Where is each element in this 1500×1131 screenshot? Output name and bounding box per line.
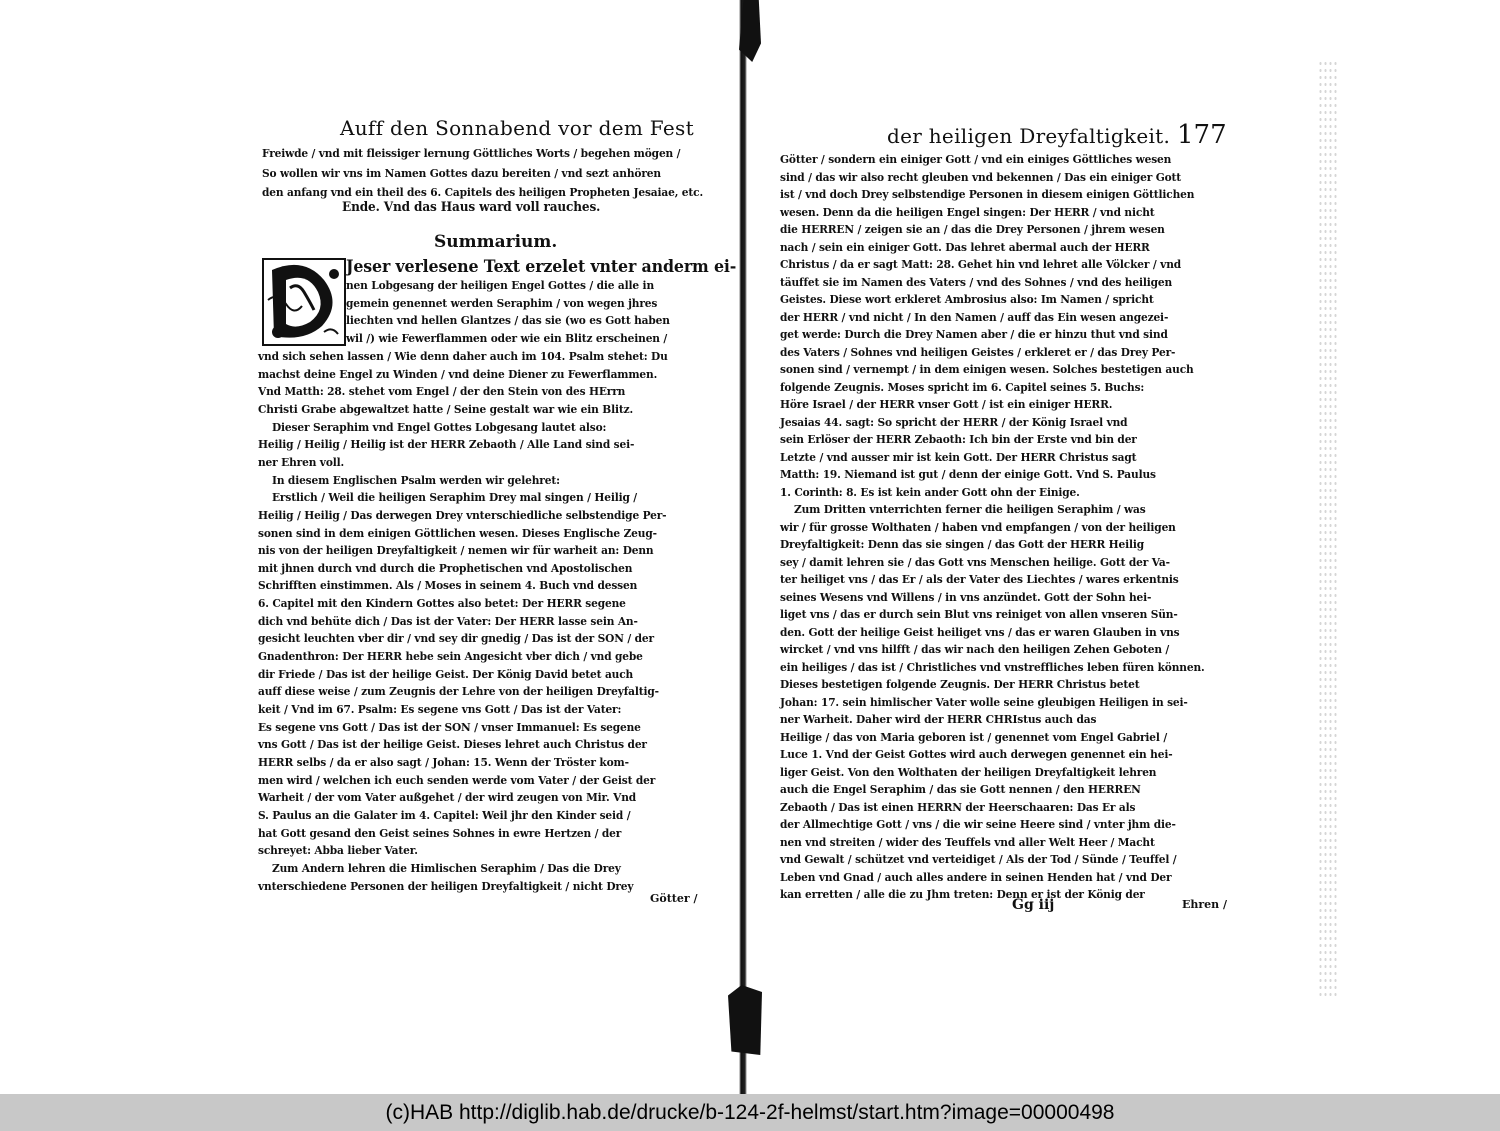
body-line: ner Ehren voll. [258,454,345,469]
body-line: vns Gott / Das ist der heilige Geist. Dieses lehret auch Christus der [258,737,647,752]
body-line: der Allmechtige Gott / vns / die wir seine Heere sind / vnter jhm die- [780,817,1176,831]
body-line: Erstlich / Weil die heiligen Seraphim Drey mal singen / Heilig / [272,490,638,505]
decorated-initial-d [262,258,346,346]
body-line: Zum Dritten vnterrichten ferner die heiligen Seraphim / was [794,502,1146,516]
summary-line: nen Lobgesang der heiligen Engel Gottes / die alle in [346,278,655,292]
body-line: folgende Zeugnis. Moses spricht im 6. Capitel seines 5. Buchs: [780,379,1145,394]
body-line: sonen sind / vernempt / in dem einigen wesen. Solches bestetigen auch [780,362,1194,376]
copyright-footer [0,1094,1500,1131]
body-line: den. Gott der heilige Geist heiliget vns / das er waren Glauben in vns [780,624,1180,639]
body-line: hat Gott gesand den Geist seines Sohnes in ewre Hertzen / der [258,825,622,840]
body-line: liger Geist. Von den Wolthaten der heiligen Dreyfaltigkeit lehren [780,764,1157,779]
body-line: Christi Grabe abgewaltzet hatte / Seine gestalt war wie ein Blitz. [258,401,634,416]
body-line: vnterschiedene Personen der heiligen Dreyfaltigkeit / nicht Drey [258,878,634,893]
body-line: Heilig / Heilig / Heilig ist der HERR Zebaoth / Alle Land sind sei- [258,437,635,452]
body-line: gesicht leuchten vber dir / vnd sey dir gnedig / Das ist der SON / der [258,631,654,646]
body-line: 1. Corinth: 8. Es ist kein ander Gott ohn der Einige. [780,484,1080,499]
body-line: Zebaoth / Das ist einen HERRN der Heerschaaren: Das Er als [780,799,1136,814]
body-line: machst deine Engel zu Winden / vnd deine Diener zu Fewerflammen. [258,366,658,381]
footer-text: (c)HAB http://diglib.hab.de/drucke/b-124-2f-helmst/start.htm?image=00000498 [385,1100,1115,1124]
body-line: nis von der heiligen Dreyfaltigkeit / nemen wir für warheit an: Denn [258,543,654,558]
summary-line: liechten vnd hellen Glantzes / das sie (wo es Gott haben [346,313,670,328]
body-line: Johan: 17. sein himlischer Vater wolle seine gleubigen Heiligen in sei- [780,694,1188,709]
body-line: schreyet: Abba lieber Vater. [258,843,418,858]
body-line: Leben vnd Gnad / auch alles andere in seinen Henden hat / vnd Der [780,869,1172,884]
body-line: Dreyfaltigkeit: Denn das sie singen / das Gott der HERR Heilig [780,537,1145,551]
initial-ornament-icon [264,260,344,344]
body-line: get werde: Durch die Drey Namen aber / die er hinzu thut vnd sind [780,327,1168,341]
body-line: Höre Israel / der HERR vnser Gott / ist ein einiger HERR. [780,397,1113,411]
body-line: ter heiliget vns / das Er / als der Vater des Liechtes / wares erkentnis [780,572,1179,586]
body-line: HERR selbs / da er also sagt / Johan: 15. Wenn der Tröster kom- [258,754,629,769]
body-line: vnd sich sehen lassen / Wie denn daher auch im 104. Psalm stehet: Du [258,349,668,363]
body-line: sein Erlöser der HERR Zebaoth: Ich bin der Erste vnd bin der [780,432,1137,446]
body-line: Jesaias 44. sagt: So spricht der HERR / der König Israel vnd [780,414,1128,429]
body-line: Christus / da er sagt Matt: 28. Gehet hin vnd lehret alle Völcker / vnd [780,257,1182,271]
body-line: sind / das wir also recht gleuben vnd bekennen / Das ein einiger Gott [780,169,1182,184]
left-page [0,0,738,1094]
intro-line: So wollen wir vns im Namen Gottes dazu bereiten / vnd sezt anhören [262,165,661,180]
body-line: Heilig / Heilig / Das derwegen Drey vnterschiedliche selbstendige Per- [258,507,667,522]
summary-line: gemein genennet werden Seraphim / von wegen jhres [346,295,658,310]
body-line: 6. Capitel mit den Kindern Gottes also betet: Der HERR segene [258,596,626,611]
body-line: Vnd Matth: 28. stehet vom Engel / der den Stein von des HErrn [258,384,626,399]
body-line: Luce 1. Vnd der Geist Gottes wird auch derwegen genennet ein hei- [780,747,1173,761]
body-line: Letzte / vnd ausser mir ist kein Gott. Der HERR Christus sagt [780,449,1137,464]
body-line: nach / sein ein einiger Gott. Das lehret abermal auch der HERR [780,239,1150,254]
intro-line: den anfang vnd ein theil des 6. Capitels des heiligen Propheten Jesaiae, etc. [262,185,704,199]
body-line: wircket / vnd vns hilfft / das wir nach den heiligen Zehen Geboten / [780,642,1170,656]
body-line: keit / Vnd im 67. Psalm: Es segene vns Gott / Das ist der Vater: [258,702,622,716]
ende-line: Ende. Vnd das Haus ward voll rauches. [342,200,601,215]
body-line: kan erretten / alle die zu Jhm treten: Denn er ist der König der [780,887,1145,901]
body-line: men wird / welchen ich euch senden werde vom Vater / der Geist der [258,772,656,787]
summary-first-line: Jeser verlesene Text erzelet vnter anderm ei- [346,257,737,277]
left-catchword: Götter / [650,892,698,905]
body-line: Zum Andern lehren die Himlischen Seraphim / Das die Drey [272,860,621,875]
body-line: ein heiliges / das ist / Christliches vnd vnstreffliches leben füren können. [780,659,1205,674]
body-line: wesen. Denn da die heiligen Engel singen: Der HERR / vnd nicht [780,204,1155,219]
body-line: mit jhnen durch vnd durch die Prophetischen vnd Apostolischen [258,560,633,575]
body-line: sey / damit lehren sie / das Gott vns Menschen heilige. Gott der Va- [780,554,1170,569]
body-line: dir Friede / Das ist der heilige Geist. Der König David betet auch [258,666,634,681]
body-line: S. Paulus an die Galater im 4. Capitel: Weil jhr den Kinder seid / [258,807,631,822]
gutter-fold [739,0,747,1094]
body-line: Es segene vns Gott / Das ist der SON / vnser Immanuel: Es segene [258,719,641,734]
signature-mark: Gg iij [1012,897,1055,913]
body-line: liget vns / das er durch sein Blut vns reiniget von allen vnseren Sün- [780,607,1178,621]
body-line: täuffet sie im Namen des Vaters / vnd des Sohnes / vnd des heiligen [780,274,1173,289]
body-line: Warheit / der vom Vater außgehet / der wird zeugen von Mir. Vnd [258,790,637,805]
right-page [752,0,1500,1094]
page-number: 177 [1177,120,1227,150]
body-line: sonen sind in dem einigen Göttlichen wesen. Dieses Englische Zeug- [258,525,657,540]
body-line: die HERREN / zeigen sie an / das die Drey Personen / jhrem wesen [780,222,1165,236]
body-line: Heilige / das von Maria geboren ist / genennet vom Engel Gabriel / [780,729,1168,744]
summary-line: wil /) wie Fewerflammen oder wie ein Blitz erscheinen / [346,330,668,345]
body-line: vnd Gewalt / schützet vnd verteidiget / Als der Tod / Sünde / Teuffel / [780,852,1177,866]
body-line: ner Warheit. Daher wird der HERR CHRIstus auch das [780,712,1097,726]
body-line: des Vaters / Sohnes vnd heiligen Geistes / erkleret er / das Drey Per- [780,344,1176,359]
body-line: nen vnd streiten / wider des Teuffels vnd aller Welt Heer / Macht [780,834,1155,849]
intro-line: Freiwde / vnd mit fleissiger lernung Göttliches Worts / begehen mögen / [262,146,681,160]
summary-heading: Summarium. [434,232,558,252]
body-line: Gnadenthron: Der HERR hebe sein Angesicht vber dich / vnd gebe [258,649,643,664]
right-catchword: Ehren / [1182,898,1228,911]
body-line: auch die Engel Seraphim / das sie Gott nennen / den HERREN [780,782,1141,796]
body-line: Matth: 19. Niemand ist gut / denn der einige Gott. Vnd S. Paulus [780,467,1156,481]
body-line: ist / vnd doch Drey selbstendige Personen in diesem einigen Göttlichen [780,187,1195,201]
body-line: In diesem Englischen Psalm werden wir gelehret: [272,472,560,487]
body-line: dich vnd behüte dich / Das ist der Vater: Der HERR lasse sein An- [258,613,638,628]
body-line: wir / für grosse Wolthaten / haben vnd empfangen / von der heiligen [780,519,1176,534]
body-line: Geistes. Diese wort erkleret Ambrosius also: Im Namen / spricht [780,292,1154,306]
body-line: auff diese weise / zum Zeugnis der Lehre von der heiligen Dreyfaltig- [258,684,659,699]
body-line: seines Wesens vnd Willens / in vns anzündet. Gott der Sohn hei- [780,589,1152,604]
body-line: der HERR / vnd nicht / In den Namen / auff das Ein wesen angezei- [780,309,1169,324]
body-line: Schrifften einstimmen. Als / Moses in seinem 4. Buch vnd dessen [258,578,638,593]
body-line: Dieser Seraphim vnd Engel Gottes Lobgesang lautet also: [272,419,607,434]
body-line: Dieses bestetigen folgende Zeugnis. Der HERR Christus betet [780,677,1140,691]
body-line: Götter / sondern ein einiger Gott / vnd ein einiges Göttliches wesen [780,152,1172,166]
right-running-head: der heiligen Dreyfaltigkeit. [887,124,1171,148]
left-running-head: Auff den Sonnabend vor dem Fest [340,116,694,140]
